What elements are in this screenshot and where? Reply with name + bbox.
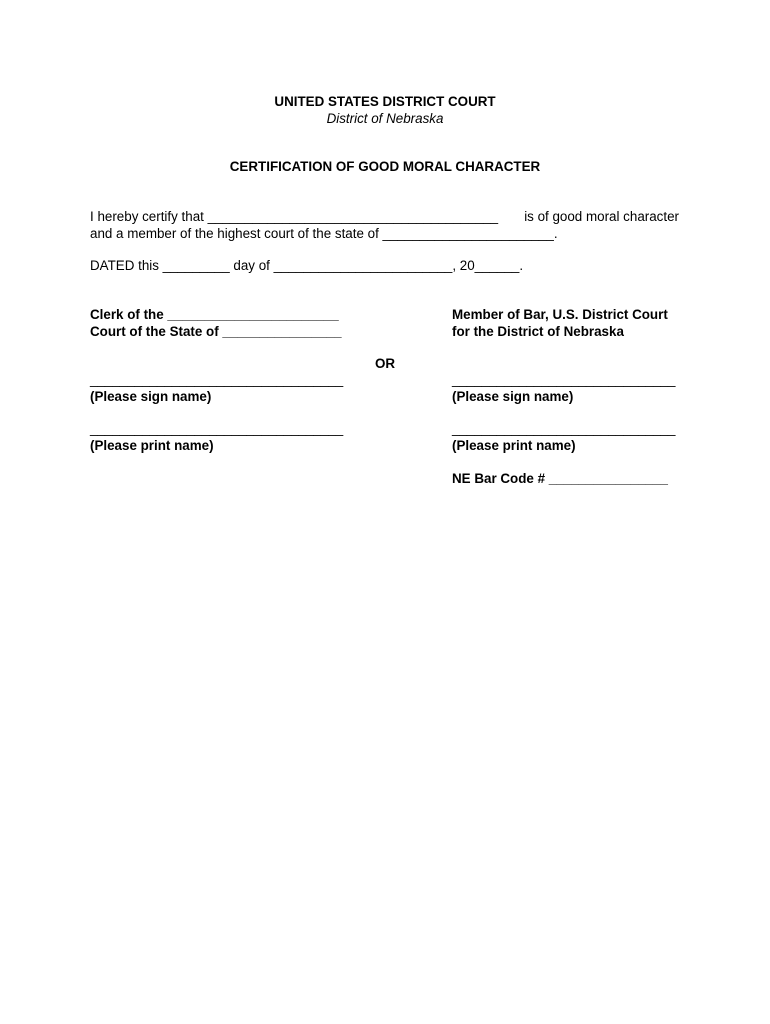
- document-title: CERTIFICATION OF GOOD MORAL CHARACTER: [229, 159, 541, 174]
- right-print-blank: ______________________________: [452, 421, 676, 436]
- clerk-of-line: Clerk of the _______________________: [90, 307, 339, 322]
- right-sign-label: (Please sign name): [452, 389, 574, 404]
- dated-line: DATED this _________ day of ________________________, 20______.: [90, 258, 524, 273]
- certify-line-2: and a member of the highest court of the state of _______________________.: [90, 226, 558, 241]
- bar-code-line: NE Bar Code # ________________: [452, 471, 668, 486]
- court-of-state-line: Court of the State of ________________: [90, 324, 342, 339]
- right-print-label: (Please print name): [452, 438, 576, 453]
- member-of-bar-line: Member of Bar, U.S. District Court: [452, 307, 668, 322]
- district-subheading: District of Nebraska: [326, 111, 444, 126]
- for-district-line: for the District of Nebraska: [452, 324, 624, 339]
- certify-line-1: [90, 209, 679, 225]
- left-sign-blank: __________________________________: [90, 372, 344, 387]
- left-print-blank: __________________________________: [90, 421, 344, 436]
- right-sign-blank: ______________________________: [452, 372, 676, 387]
- left-sign-label: (Please sign name): [90, 389, 212, 404]
- certify-line-1-end: is of good moral character: [524, 209, 679, 224]
- court-heading: UNITED STATES DISTRICT COURT: [274, 94, 496, 109]
- or-separator: OR: [374, 356, 396, 371]
- certify-line-1-start: I hereby certify that _______________________________________: [90, 209, 499, 224]
- left-print-label: (Please print name): [90, 438, 214, 453]
